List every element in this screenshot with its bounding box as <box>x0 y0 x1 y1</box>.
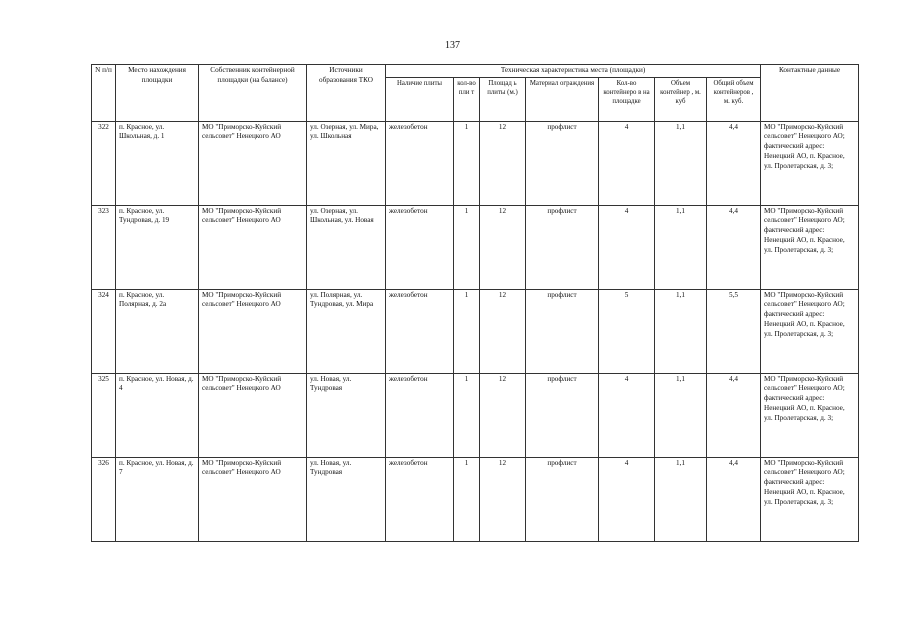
row-containers: 4 <box>599 205 655 289</box>
row-volume: 1,1 <box>655 289 707 373</box>
row-location: п. Красное, ул. Новая, д. 4 <box>116 373 199 457</box>
col-slab-header: Наличие плиты <box>386 77 454 121</box>
row-containers: 4 <box>599 457 655 541</box>
row-location: п. Красное, ул. Полярная, д. 2а <box>116 289 199 373</box>
row-slab: железобетон <box>386 373 454 457</box>
row-volume: 1,1 <box>655 457 707 541</box>
col-fence-header: Материал ограждения <box>526 77 599 121</box>
row-location: п. Красное, ул. Школьная, д. 1 <box>116 121 199 205</box>
col-owner-header: Собственник контейнерной площадки (на балансе) <box>199 65 307 122</box>
row-contacts: МО "Приморско-Куйский сельсовет" Ненецкого АО; фактический адрес: Ненецкий АО, п. Красное, ул. Пролетарская, д. 3; <box>761 121 859 205</box>
row-num: 324 <box>92 289 116 373</box>
row-slab-count: 1 <box>454 457 480 541</box>
table-row <box>92 457 859 541</box>
row-volume: 1,1 <box>655 205 707 289</box>
header-row-main <box>92 65 859 78</box>
row-owner: МО "Приморско-Куйский сельсовет" Ненецкого АО <box>199 121 307 205</box>
row-volume: 1,1 <box>655 373 707 457</box>
row-contacts: МО "Приморско-Куйский сельсовет" Ненецкого АО; фактический адрес: Ненецкий АО, п. Красное, ул. Пролетарская, д. 3; <box>761 373 859 457</box>
row-fence: профлист <box>526 289 599 373</box>
col-total-volume-header: Общий объем контейнеров , м. куб. <box>707 77 761 121</box>
row-sources: ул. Новая, ул. Тундровая <box>307 457 386 541</box>
row-slab-count: 1 <box>454 121 480 205</box>
row-fence: профлист <box>526 121 599 205</box>
col-contacts-header: Контактные данные <box>761 65 859 122</box>
row-contacts: МО "Приморско-Куйский сельсовет" Ненецкого АО; фактический адрес: Ненецкий АО, п. Красное, ул. Пролетарская, д. 3; <box>761 457 859 541</box>
table-row <box>92 373 859 457</box>
row-owner: МО "Приморско-Куйский сельсовет" Ненецкого АО <box>199 205 307 289</box>
row-num: 325 <box>92 373 116 457</box>
table-row <box>92 205 859 289</box>
row-slab-area: 12 <box>480 205 526 289</box>
row-slab-area: 12 <box>480 121 526 205</box>
col-tech-header: Техническая характеристика места (площадки) <box>386 65 761 78</box>
row-slab-count: 1 <box>454 289 480 373</box>
row-owner: МО "Приморско-Куйский сельсовет" Ненецкого АО <box>199 373 307 457</box>
container-sites-table <box>91 64 859 542</box>
row-slab: железобетон <box>386 457 454 541</box>
row-total-volume: 4,4 <box>707 205 761 289</box>
row-num: 323 <box>92 205 116 289</box>
row-fence: профлист <box>526 205 599 289</box>
row-slab-area: 12 <box>480 457 526 541</box>
row-sources: ул. Новая, ул. Тундровая <box>307 373 386 457</box>
table-row <box>92 121 859 205</box>
row-total-volume: 4,4 <box>707 373 761 457</box>
col-num-header: N п/п <box>92 65 116 122</box>
row-containers: 4 <box>599 373 655 457</box>
row-total-volume: 4,4 <box>707 121 761 205</box>
row-slab: железобетон <box>386 289 454 373</box>
row-volume: 1,1 <box>655 121 707 205</box>
row-location: п. Красное, ул. Новая, д. 7 <box>116 457 199 541</box>
row-num: 326 <box>92 457 116 541</box>
row-contacts: МО "Приморско-Куйский сельсовет" Ненецкого АО; фактический адрес: Ненецкий АО, п. Красное, ул. Пролетарская, д. 3; <box>761 205 859 289</box>
row-slab: железобетон <box>386 205 454 289</box>
row-containers: 4 <box>599 121 655 205</box>
row-slab: железобетон <box>386 121 454 205</box>
col-sources-header: Источники образования ТКО <box>307 65 386 122</box>
col-slab-area-header: Площад ь плиты (м.) <box>480 77 526 121</box>
row-slab-area: 12 <box>480 289 526 373</box>
row-num: 322 <box>92 121 116 205</box>
row-slab-count: 1 <box>454 373 480 457</box>
row-contacts: МО "Приморско-Куйский сельсовет" Ненецкого АО; фактический адрес: Ненецкий АО, п. Красное, ул. Пролетарская, д. 3; <box>761 289 859 373</box>
row-fence: профлист <box>526 457 599 541</box>
row-sources: ул. Озерная, ул. Школьная, ул. Новая <box>307 205 386 289</box>
page-number: 137 <box>445 40 460 51</box>
row-slab-count: 1 <box>454 205 480 289</box>
row-sources: ул. Озерная, ул. Мира, ул. Школьная <box>307 121 386 205</box>
row-fence: профлист <box>526 373 599 457</box>
row-total-volume: 5,5 <box>707 289 761 373</box>
row-sources: ул. Полярная, ул. Тундровая, ул. Мира <box>307 289 386 373</box>
col-volume-header: Объем контейнер , м. куб <box>655 77 707 121</box>
row-slab-area: 12 <box>480 373 526 457</box>
col-slab-count-header: кол-во пли т <box>454 77 480 121</box>
table-row <box>92 289 859 373</box>
row-containers: 5 <box>599 289 655 373</box>
row-total-volume: 4,4 <box>707 457 761 541</box>
col-location-header: Место нахождения площадки <box>116 65 199 122</box>
row-owner: МО "Приморско-Куйский сельсовет" Ненецкого АО <box>199 289 307 373</box>
col-containers-header: Кол-во контейнеро в на площадке <box>599 77 655 121</box>
row-owner: МО "Приморско-Куйский сельсовет" Ненецкого АО <box>199 457 307 541</box>
row-location: п. Красное, ул. Тундровая, д. 19 <box>116 205 199 289</box>
